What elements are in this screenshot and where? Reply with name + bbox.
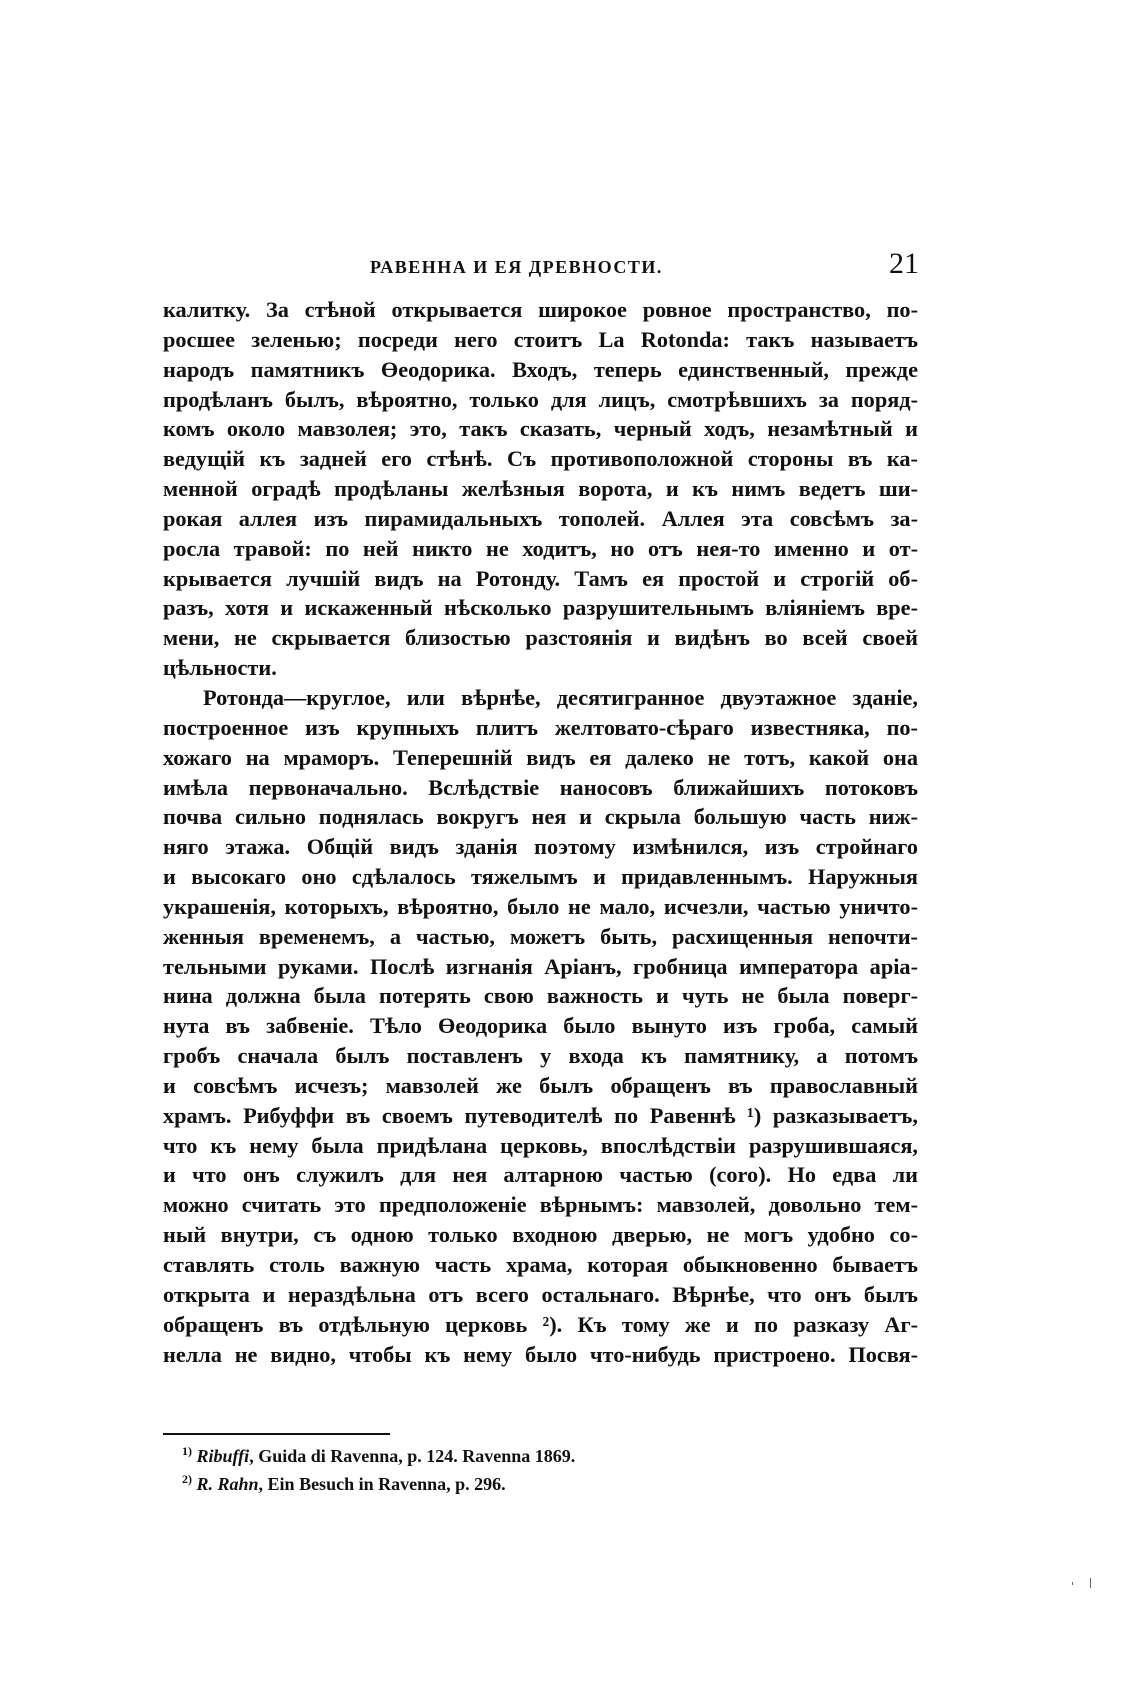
footnote-text: , Guida di Ravenna, p. 124. Ravenna 1869. bbox=[249, 1446, 576, 1466]
scan-mark bbox=[1072, 1582, 1073, 1585]
text-line: тельными руками. Послѣ изгнанія Аріанъ, гробница императора аріа- bbox=[163, 953, 918, 979]
text-line: построенное изъ крупныхъ плитъ желтовато-сѣраго известняка, по- bbox=[163, 714, 918, 740]
text-line: рокая аллея изъ пирамидальныхъ тополей. Аллея эта совсѣмъ за- bbox=[163, 505, 918, 531]
text-line: ведущій къ задней его стѣнѣ. Съ противоположной стороны въ ка- bbox=[163, 446, 918, 472]
text-line: нелла не видно, чтобы къ нему было что-нибудь пристроено. Посвя- bbox=[163, 1341, 918, 1367]
text-line: менной оградѣ продѣланы желѣзныя ворота, и къ нимъ ведетъ ши- bbox=[163, 476, 918, 502]
text-line: обращенъ въ отдѣльную церковь ²). Къ тому же и по разказу Аг- bbox=[163, 1311, 918, 1337]
text-line: мени, не скрывается близостью разстоянія и видѣнъ во всей своей bbox=[163, 625, 918, 651]
page-header bbox=[163, 247, 931, 287]
footnote-author: R. Rahn bbox=[196, 1474, 259, 1494]
footnote-2 bbox=[182, 1470, 782, 1498]
text-line: можно считать это предположеніе вѣрнымъ: мавзолей, довольно тем- bbox=[163, 1192, 918, 1218]
text-line: продѣланъ былъ, вѣроятно, только для лицъ, смотрѣвшихъ за поряд- bbox=[163, 386, 918, 412]
text-line: и высокаго оно сдѣлалось тяжелымъ и придавленнымъ. Наружныя bbox=[163, 864, 918, 890]
footnotes bbox=[182, 1442, 782, 1498]
paragraph-start-line: Ротонда—круглое, или вѣрнѣе, десятигранное двуэтажное зданіе, bbox=[203, 684, 918, 710]
text-line: гробъ сначала былъ поставленъ у входа къ памятнику, а потомъ bbox=[163, 1043, 918, 1069]
text-line: росла травой: по ней никто не ходитъ, но отъ нея-то именно и от- bbox=[163, 535, 918, 561]
scan-marks bbox=[1070, 1576, 1096, 1590]
text-line: украшенія, которыхъ, вѣроятно, было не мало, исчезли, частью уничто- bbox=[163, 893, 918, 919]
text-line: росшее зеленью; посреди него стоитъ La Rotonda: такъ называетъ bbox=[163, 326, 918, 352]
text-line: нина должна была потерять свою важность и чуть не была поверг- bbox=[163, 983, 918, 1009]
footnote-divider bbox=[163, 1433, 390, 1435]
text-line: народъ памятникъ Өеодорика. Входъ, теперь единственный, прежде bbox=[163, 356, 918, 382]
paragraph-end-line: цѣльности. bbox=[163, 655, 277, 681]
footnote-1 bbox=[182, 1442, 782, 1470]
body-text bbox=[163, 295, 918, 1369]
footnote-mark: 1) bbox=[182, 1444, 192, 1458]
text-line: храмъ. Рибуффи въ своемъ путеводителѣ по Равеннѣ ¹) разказываетъ, bbox=[163, 1102, 918, 1128]
text-line: крывается лучшій видъ на Ротонду. Тамъ ея простой и строгій об- bbox=[163, 565, 918, 591]
text-line: женныя временемъ, а частью, можетъ быть, расхищенныя непочти- bbox=[163, 923, 918, 949]
text-line: ный внутри, съ одною только входною дверью, не могъ удобно со- bbox=[163, 1222, 918, 1248]
text-line: почва сильно поднялась вокругъ нея и скрыла большую часть ниж- bbox=[163, 804, 918, 830]
text-line: и что онъ служилъ для нея алтарною частью (coro). Но едва ли bbox=[163, 1162, 918, 1188]
footnote-author: Ribuffi bbox=[196, 1446, 250, 1466]
text-line: что къ нему была придѣлана церковь, впослѣдствіи разрушившаяся, bbox=[163, 1132, 918, 1158]
text-line: хожаго на мраморъ. Теперешній видъ ея далеко не тотъ, какой она bbox=[163, 744, 918, 770]
text-line: ставлять столь важную часть храма, которая обыкновенно бываетъ bbox=[163, 1252, 918, 1277]
page-number: 21 bbox=[889, 247, 919, 280]
footnote-text: , Ein Besuch in Ravenna, p. 296. bbox=[258, 1474, 506, 1494]
footnote-mark: 2) bbox=[182, 1472, 192, 1486]
text-line: нута въ забвеніе. Тѣло Өеодорика было вынуто изъ гроба, самый bbox=[163, 1013, 918, 1039]
text-line: и совсѣмъ исчезъ; мавзолей же былъ обращенъ въ православный bbox=[163, 1072, 918, 1098]
text-line: няго этажа. Общій видъ зданія поэтому измѣнился, изъ стройнаго bbox=[163, 834, 918, 860]
text-line: разъ, хотя и искаженный нѣсколько разрушительнымъ вліяніемъ вре- bbox=[163, 595, 918, 621]
text-line: калитку. За стѣной открывается широкое ровное пространство, по- bbox=[163, 297, 918, 322]
scan-mark bbox=[1090, 1578, 1091, 1588]
running-title: РАВЕННА И ЕЯ ДРЕВНОСТИ. bbox=[370, 257, 663, 277]
text-line: открыта и нераздѣльна отъ всего остальнаго. Вѣрнѣе, что онъ былъ bbox=[163, 1281, 918, 1307]
text-line: имѣла первоначально. Вслѣдствіе наносовъ ближайшихъ потоковъ bbox=[163, 774, 918, 800]
text-line: комъ около мавзолея; это, такъ сказать, черный ходъ, незамѣтный и bbox=[163, 416, 918, 442]
